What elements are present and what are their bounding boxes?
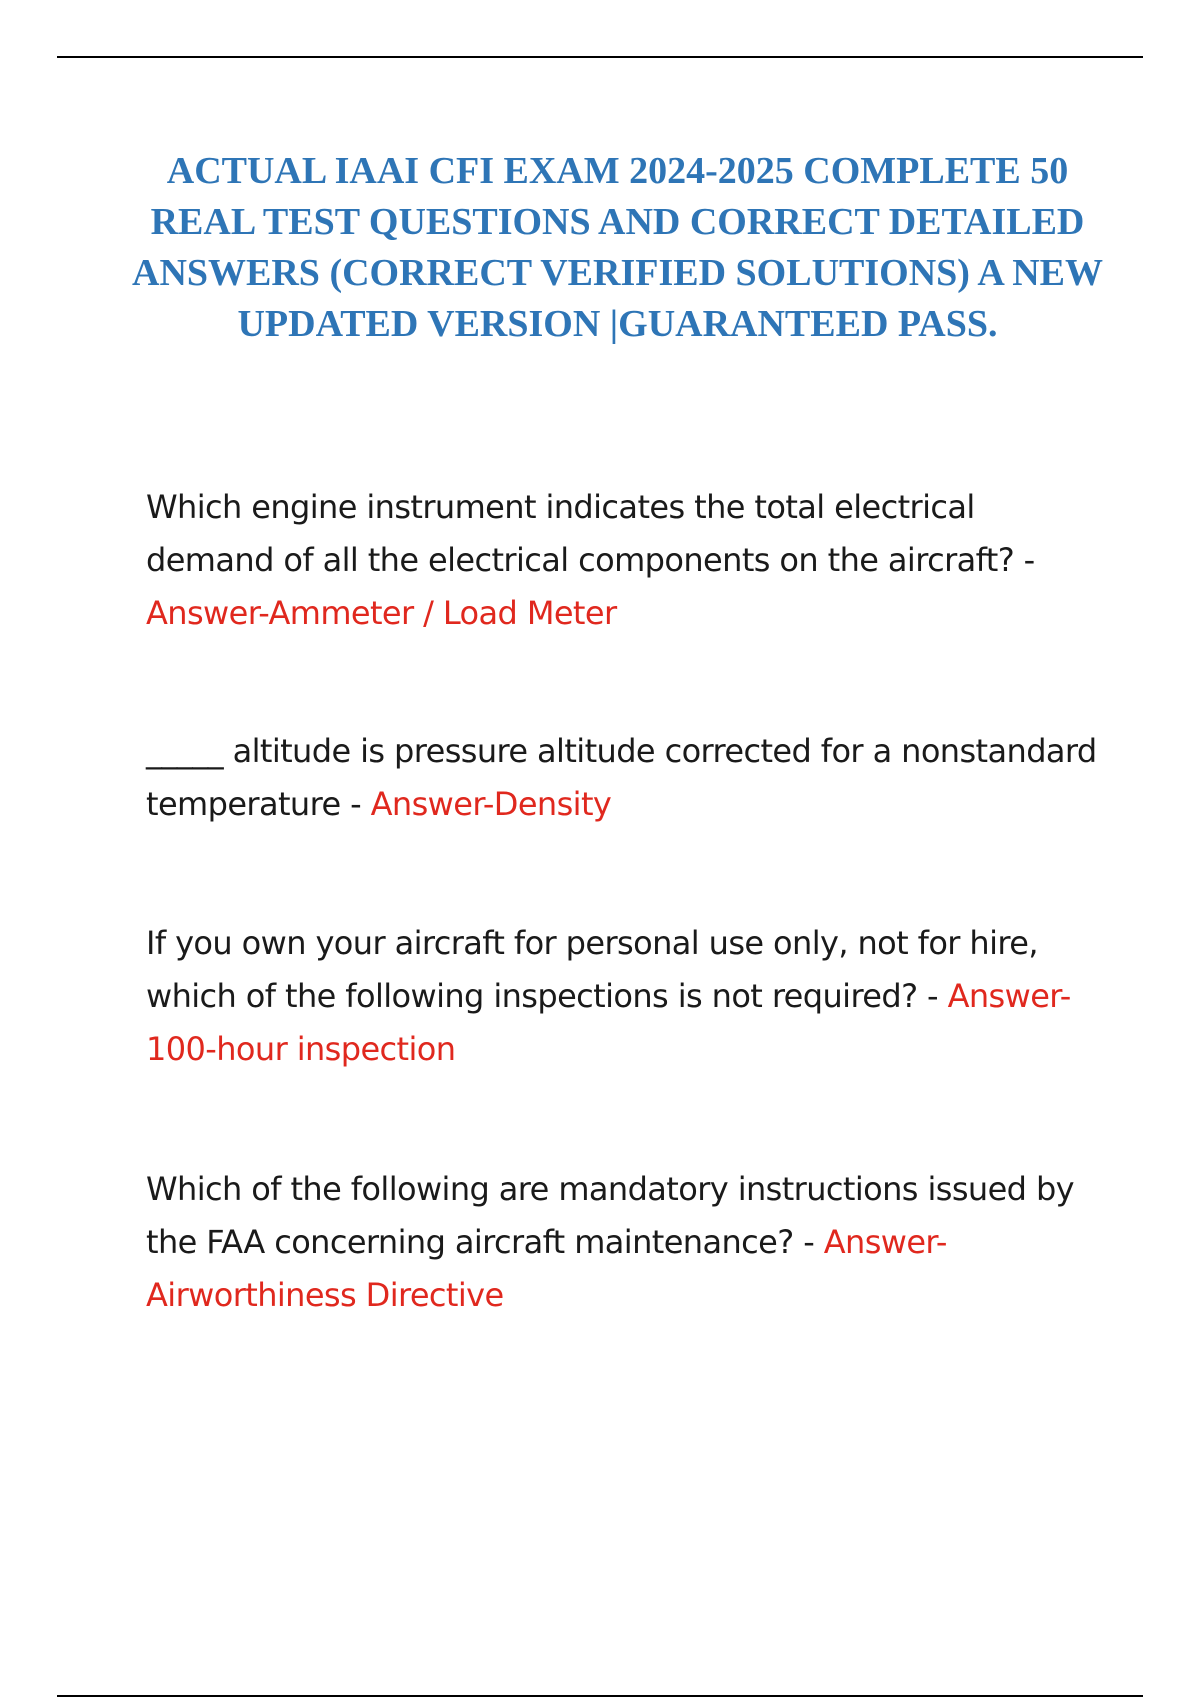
answer-text: Answer-Airworthiness Directive	[146, 1223, 947, 1314]
question-text: _____ altitude is pressure altitude corrected for a nonstandard temperature -	[146, 732, 1097, 823]
qa-item	[146, 725, 1106, 831]
qa-item	[146, 481, 1106, 640]
question-text: If you own your aircraft for personal use only, not for hire, which of the following inspections is not required? -	[146, 924, 1038, 1015]
document-title: ACTUAL IAAI CFI EXAM 2024-2025 COMPLETE 50 REAL TEST QUESTIONS AND CORRECT DETAILED ANSWERS (CORRECT VERIFIED SOLUTIONS) A NEW UPDATED VERSION |GUARANTEED PASS.	[132, 150, 1103, 345]
top-rule	[57, 56, 1143, 58]
answer-text: Answer-Ammeter / Load Meter	[146, 594, 617, 632]
answer-text: Answer-100-hour inspection	[146, 977, 1071, 1068]
question-text: Which of the following are mandatory instructions issued by the FAA concerning aircraft maintenance? -	[146, 1170, 1074, 1261]
qa-item	[146, 917, 1106, 1076]
answer-text: Answer-Density	[370, 785, 612, 823]
bottom-rule	[57, 1695, 1143, 1697]
question-text: Which engine instrument indicates the total electrical demand of all the electrical components on the aircraft? -	[146, 488, 1035, 579]
qa-item	[146, 1163, 1106, 1322]
